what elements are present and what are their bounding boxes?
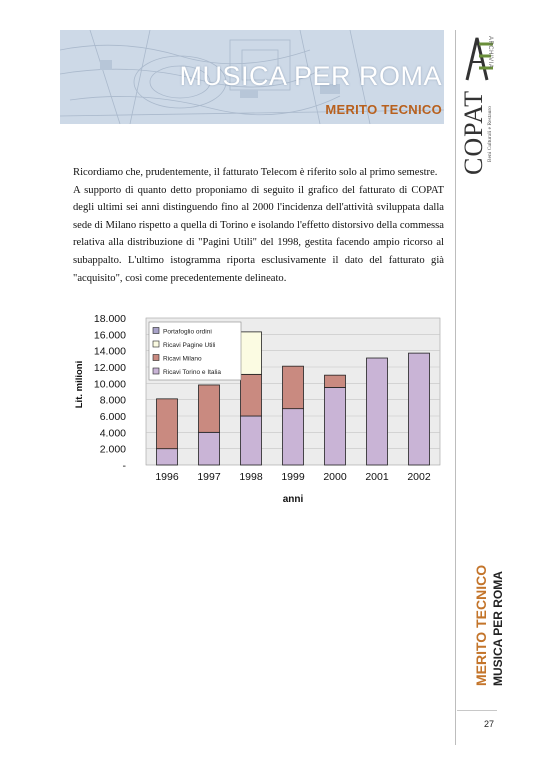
x-tick-label: 1999 (281, 471, 305, 483)
bar-segment (367, 358, 388, 465)
y-tick-label: 14.000 (93, 345, 126, 358)
legend-swatch (153, 368, 159, 374)
y-axis-label: Lit. milioni (74, 360, 85, 409)
legend-label: Ricavi Milano (163, 355, 202, 363)
y-tick-label: 12.000 (93, 362, 126, 374)
copat-logo-text: COPAT (459, 90, 488, 175)
body-text (73, 164, 444, 287)
bar-segment (241, 332, 262, 374)
archivia-logo-icon (463, 34, 503, 84)
legend-swatch (153, 355, 159, 361)
y-tick-label: 6.000 (99, 411, 126, 423)
archivia-logo-text: ARCHIVIA (487, 36, 493, 69)
y-tick-label: 18.000 (93, 313, 126, 325)
page-subtitle: MERITO TECNICO (325, 102, 442, 117)
bar-segment (199, 385, 220, 432)
legend-label: Ricavi Torino e Italia (163, 369, 222, 376)
y-tick-label: 10.000 (93, 378, 126, 391)
bar-segment (283, 366, 304, 408)
footer-divider (457, 710, 497, 711)
x-axis-label: anni (282, 494, 304, 505)
legend-label: Portafoglio ordini (163, 328, 212, 336)
side-section-label: MERITO TECNICO (473, 564, 489, 686)
y-tick-label: 2.000 (99, 443, 126, 456)
bar-segment (241, 416, 262, 465)
x-tick-label: 2000 (323, 471, 347, 483)
x-tick-label: 1996 (155, 471, 179, 483)
body-paragraph: A supporto di quanto detto proponiamo di seguito il grafico del fatturato di COPAT degli ultimi sei anni distinguendo fino al 2000 l'incidenza dell'attività sviluppata dalla sede di Milano rispetto a quella di Torino e isolando l'effetto distorsivo della commessa relativa alla distribuzione di "Pagini Utili" del 1998, gestita facendo ampio ricorso al subappalto. L'ultimo istogramma riporta esclusivamente il dato del fatturato già "acquisito", così come precedentemente delineato. (73, 184, 444, 284)
copat-logo-tagline: Beni Culturali e Restauro (487, 106, 493, 163)
bar-segment (325, 375, 346, 387)
y-tick-label: - (122, 460, 126, 472)
x-tick-label: 2001 (365, 471, 389, 483)
x-tick-label: 1997 (197, 471, 221, 483)
vertical-divider (455, 30, 456, 745)
y-tick-label: 16.000 (93, 329, 126, 342)
bar-segment (409, 353, 430, 465)
body-paragraph: Ricordiamo che, prudentemente, il fatturato Telecom è riferito solo al primo semestre. (73, 167, 438, 178)
revenue-chart (70, 310, 450, 510)
y-tick-label: 8.000 (99, 394, 126, 407)
bar-segment (283, 409, 304, 465)
x-tick-label: 1998 (239, 471, 263, 483)
legend-label: Ricavi Pagine Utili (163, 342, 216, 349)
bar-segment (199, 432, 220, 465)
bar-segment (325, 387, 346, 465)
legend-swatch (153, 328, 159, 334)
side-project-label: MUSICA PER ROMA (491, 571, 505, 686)
y-tick-label: 4.000 (99, 427, 126, 440)
header-banner (60, 30, 444, 124)
bar-segment (157, 449, 178, 465)
legend-swatch (153, 341, 159, 347)
page-title: MUSICA PER ROMA (179, 61, 442, 91)
page-number: 27 (484, 719, 495, 729)
bar-segment (241, 374, 262, 416)
x-tick-label: 2002 (407, 471, 431, 483)
bar-segment (157, 399, 178, 449)
